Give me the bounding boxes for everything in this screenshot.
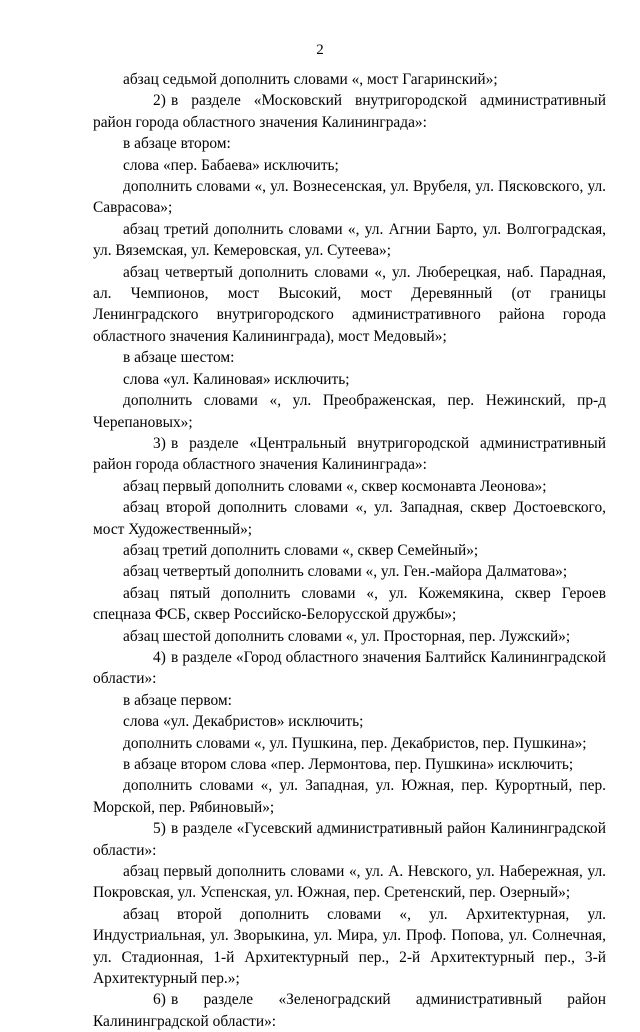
paragraph-text: абзац первый дополнить словами «, сквер космонавта Леонова»; bbox=[123, 477, 547, 495]
paragraph bbox=[93, 390, 606, 433]
paragraph bbox=[93, 476, 606, 497]
paragraph bbox=[93, 754, 606, 775]
paragraph-text: в абзаце первом: bbox=[123, 691, 232, 709]
numbered-item bbox=[93, 90, 606, 133]
paragraph-text: абзац второй дополнить словами «, ул. Архитектурная, ул. Индустриальная, ул. Зворыкина, ул. Мира, ул. Проф. Попова, ул. Солнечная, ул. Стадионная, 1-й Архитектурный пер., 2-й Архитектурный пер., 3-й Архитектурный пер.»; bbox=[93, 905, 606, 988]
paragraph bbox=[93, 626, 606, 647]
paragraph bbox=[93, 583, 606, 626]
paragraph bbox=[93, 711, 606, 732]
paragraph bbox=[93, 775, 606, 818]
paragraph bbox=[93, 904, 606, 990]
paragraph-text: в разделе «Центральный внутригородской административный район города областного значения Калининграда»: bbox=[93, 434, 606, 474]
item-number: 6) bbox=[153, 991, 166, 1009]
paragraph-text: дополнить словами «, ул. Пушкина, пер. Декабристов, пер. Пушкина»; bbox=[123, 734, 587, 752]
paragraph-text: в разделе «Московский внутригородской административный район города областного значения Калининграда»: bbox=[93, 92, 606, 131]
paragraph-text: в разделе «Гусевский административный район Калининградской области»: bbox=[93, 820, 606, 859]
item-number: 2) bbox=[153, 92, 166, 110]
paragraph-text: в абзаце втором слова «пер. Лермонтова, пер. Пушкина» исключить; bbox=[123, 756, 574, 773]
paragraph-text: дополнить словами «, ул. Западная, ул. Южная, пер. Курортный, пер. Морской, пер. Рябиновый»; bbox=[93, 777, 606, 816]
paragraph bbox=[93, 369, 606, 390]
paragraph bbox=[93, 733, 606, 754]
paragraph-text: абзац седьмой дополнить словами «, мост Гагаринский»; bbox=[123, 71, 498, 88]
paragraph-text: слова «пер. Бабаева» исключить; bbox=[123, 156, 339, 174]
paragraph-text: абзац первый дополнить словами «, ул. А. Невского, ул. Набережная, ул. Покровская, ул. Успенская, ул. Южная, пер. Сретенский, пер. Озерный»; bbox=[93, 863, 606, 902]
item-number: 3) bbox=[153, 434, 166, 452]
paragraph bbox=[93, 176, 606, 219]
paragraph-text: слова «ул. Декабристов» исключить; bbox=[123, 713, 364, 731]
paragraph-text: абзац второй дополнить словами «, ул. Западная, сквер Достоевского, мост Художественный»; bbox=[93, 499, 606, 538]
paragraph-text: абзац пятый дополнить словами «, ул. Кожемякина, сквер Героев спецназа ФСБ, сквер Российско-Белорусской дружбы»; bbox=[93, 584, 606, 624]
numbered-item bbox=[93, 433, 606, 476]
paragraph-text: абзац четвертый дополнить словами «, ул. Люберецкая, наб. Парадная, ал. Чемпионов, мост Высокий, мост Деревянный (от границы Ленинградского внутригородского административного района города областного значения Калининграда), мост Медовый»; bbox=[93, 263, 606, 345]
paragraph bbox=[93, 347, 606, 368]
paragraph bbox=[93, 155, 606, 176]
numbered-item bbox=[93, 818, 606, 861]
page-number: 2 bbox=[316, 42, 324, 58]
numbered-item bbox=[93, 647, 606, 690]
numbered-item bbox=[93, 989, 606, 1032]
paragraph-text: дополнить словами «, ул. Вознесенская, ул. Врубеля, ул. Пясковского, ул. Саврасова»; bbox=[93, 178, 606, 217]
paragraph bbox=[93, 497, 606, 540]
paragraph-text: дополнить словами «, ул. Преображенская, пер. Нежинский, пр-д Черепановых»; bbox=[93, 392, 606, 431]
paragraph-text: в абзаце втором: bbox=[123, 135, 231, 153]
document-body bbox=[93, 69, 606, 1032]
paragraph-text: в разделе «Город областного значения Балтийск Калининградской области»: bbox=[93, 648, 606, 688]
paragraph-text: слова «ул. Калиновая» исключить; bbox=[123, 370, 350, 388]
paragraph bbox=[93, 861, 606, 904]
paragraph bbox=[93, 262, 606, 348]
paragraph-text: абзац третий дополнить словами «, ул. Агнии Барто, ул. Волгоградская, ул. Вяземская, ул. Кемеровская, ул. Сутеева»; bbox=[93, 220, 606, 260]
paragraph bbox=[93, 561, 606, 582]
item-number: 4) bbox=[153, 648, 166, 666]
paragraph-text: в абзаце шестом: bbox=[123, 349, 235, 367]
paragraph-text: абзац шестой дополнить словами «, ул. Просторная, пер. Лужский»; bbox=[123, 627, 571, 645]
paragraph-text: в разделе «Зеленоградский административный район Калининградской области»: bbox=[93, 991, 606, 1030]
paragraph-text: абзац третий дополнить словами «, сквер Семейный»; bbox=[123, 541, 479, 559]
paragraph bbox=[93, 133, 606, 154]
paragraph bbox=[93, 69, 606, 90]
paragraph-text: абзац четвертый дополнить словами «, ул. Ген.-майора Далматова»; bbox=[123, 563, 568, 581]
paragraph bbox=[93, 219, 606, 262]
item-number: 5) bbox=[153, 820, 166, 838]
paragraph bbox=[93, 540, 606, 561]
paragraph bbox=[93, 690, 606, 711]
